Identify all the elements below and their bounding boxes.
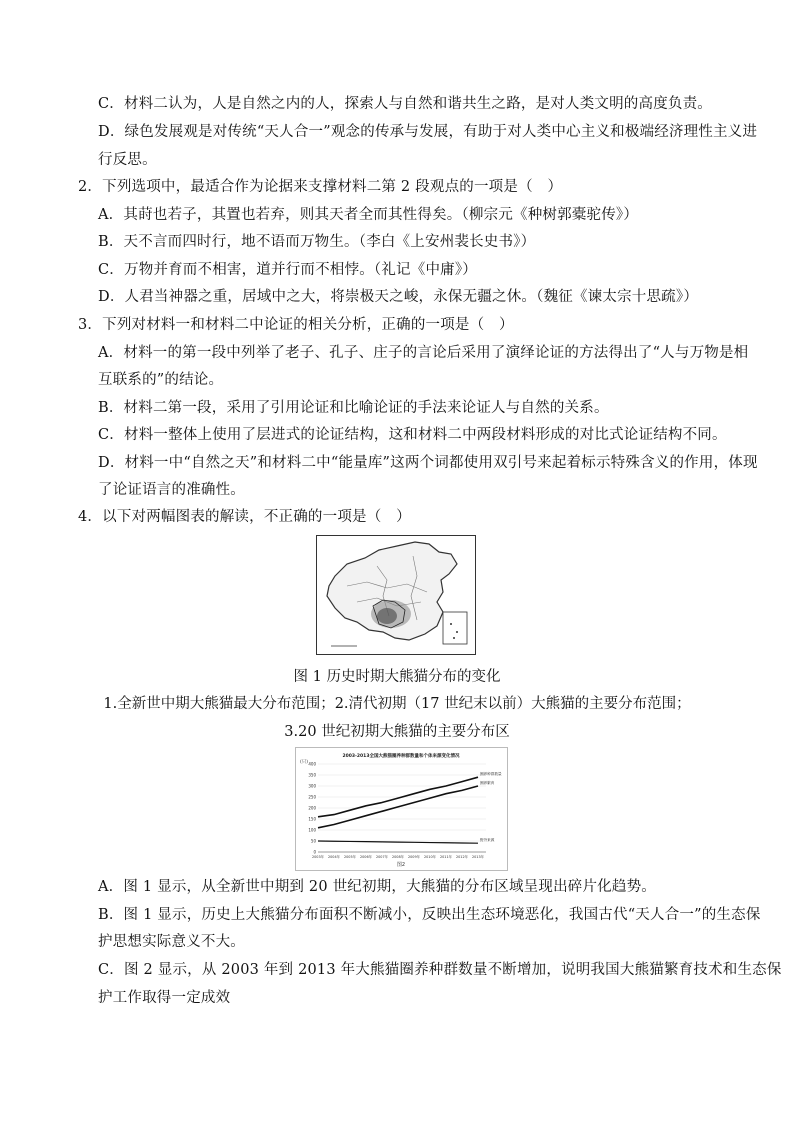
x-tick-label: 2012年 xyxy=(455,855,469,859)
option-c-q2: C．万物并育而不相害，道并行而不相悖。（礼记《中庸》） xyxy=(98,262,477,278)
option-d-q1: D．绿色发展观是对传统“天人合一”观念的传承与发展，有助于对人类中心主义和极端经济理性主义进 xyxy=(98,124,758,140)
series-label-3: 野外来源 xyxy=(480,838,495,843)
x-tick-label: 2013年 xyxy=(471,855,485,859)
chart-figure-label: 图2 xyxy=(396,862,406,868)
option-b-q2: B．天不言而四时行，地不语而万物生。（李白《上安州裴长史书》） xyxy=(98,234,536,250)
x-tick-label: 2007年 xyxy=(375,855,389,859)
series-label-1: 圈养种群数量 xyxy=(480,772,502,777)
y-tick-label: 0 xyxy=(313,849,316,855)
series-line-3 xyxy=(318,841,478,843)
series-label-2: 圈养繁育 xyxy=(480,781,495,785)
panda-population-chart xyxy=(295,747,508,871)
x-tick-label: 2011年 xyxy=(439,855,453,859)
option-a-q2: A．其莳也若子，其置也若弃，则其天者全而其性得矣。（柳宗元《种树郭橐驼传》） xyxy=(98,207,639,223)
y-tick-label: 100 xyxy=(308,827,316,833)
figure1-caption: 图 1 历史时期大熊猫分布的变化 xyxy=(293,669,501,685)
option-b-q4-cont: 护思想实际意义不大。 xyxy=(98,934,245,950)
option-c-q4-cont: 护工作取得一定成效 xyxy=(98,990,231,1006)
option-b-q3: B．材料二第一段，采用了引用论证和比喻论证的手法来论证人与自然的关系。 xyxy=(98,400,609,416)
option-b-q4: B．图 1 显示，历史上大熊猫分布面积不断减小，反映出生态环境恶化，我国古代“天人合一”的生态保 xyxy=(98,907,761,923)
option-d-q3-cont: 了论证语言的准确性。 xyxy=(98,482,245,498)
chart-title: 2003-2013全国大熊猫圈养种群数量和个体来源变化情况 xyxy=(342,754,460,759)
chart-unit: (只) xyxy=(300,760,309,765)
panda-distribution-map xyxy=(316,535,476,655)
option-c-q4: C．图 2 显示，从 2003 年到 2013 年大熊猫圈养种群数量不断增加，说明我国大熊猫繁育技术和生态保 xyxy=(98,962,782,978)
option-d-q3: D．材料一中“自然之天”和材料二中“能量库”这两个词都使用双引号来起着标示特殊含义的作用，体现 xyxy=(98,455,758,471)
option-a-q3-cont: 互联系的”的结论。 xyxy=(98,372,224,388)
y-tick-label: 300 xyxy=(308,783,316,789)
x-tick-label: 2010年 xyxy=(423,855,437,859)
y-tick-label: 200 xyxy=(308,805,316,811)
y-tick-label: 150 xyxy=(308,816,316,822)
figure1-note-1: 1.全新世中期大熊猫最大分布范围；2.清代初期（17 世纪末以前）大熊猫的主要分布范围； xyxy=(103,696,691,712)
option-c-q1: C．材料二认为，人是自然之内的人，探索人与自然和谐共生之路，是对人类文明的高度负责。 xyxy=(98,96,712,112)
y-tick-label: 350 xyxy=(308,772,316,778)
x-tick-label: 2009年 xyxy=(407,855,421,859)
chart-svg xyxy=(296,748,507,870)
china-map-image xyxy=(317,536,475,654)
x-tick-label: 2004年 xyxy=(327,855,341,859)
question-4: 4．以下对两幅图表的解读，不正确的一项是（ ） xyxy=(78,509,411,525)
x-tick-label: 2003年 xyxy=(311,855,325,859)
y-tick-label: 250 xyxy=(308,794,316,800)
question-3: 3．下列对材料一和材料二中论证的相关分析，正确的一项是（ ） xyxy=(78,317,514,333)
option-a-q4: A．图 1 显示，从全新世中期到 20 世纪初期，大熊猫的分布区域呈现出碎片化趋势。 xyxy=(98,879,656,895)
option-d-q2: D．人君当神器之重，居域中之大，将崇极天之峻，永保无疆之休。（魏征《谏太宗十思疏》） xyxy=(98,289,699,305)
series-line-2 xyxy=(318,786,478,828)
x-tick-label: 2008年 xyxy=(391,855,405,859)
figure1-note-2: 3.20 世纪初期大熊猫的主要分布区 xyxy=(284,724,510,740)
question-2: 2．下列选项中，最适合作为论据来支撑材料二第 2 段观点的一项是（ ） xyxy=(78,179,563,195)
option-c-q3: C．材料一整体上使用了层进式的论证结构，这和材料二中两段材料形成的对比式论证结构不同。 xyxy=(98,427,727,443)
x-tick-label: 2005年 xyxy=(343,855,357,859)
y-tick-label: 50 xyxy=(310,838,316,844)
x-tick-label: 2006年 xyxy=(359,855,373,859)
y-tick-label: 400 xyxy=(308,761,316,767)
option-d-q1-cont: 行反思。 xyxy=(98,152,157,168)
option-a-q3: A．材料一的第一段中列举了老子、孔子、庄子的言论后采用了演绎论证的方法得出了“人与万物是相 xyxy=(98,345,749,361)
